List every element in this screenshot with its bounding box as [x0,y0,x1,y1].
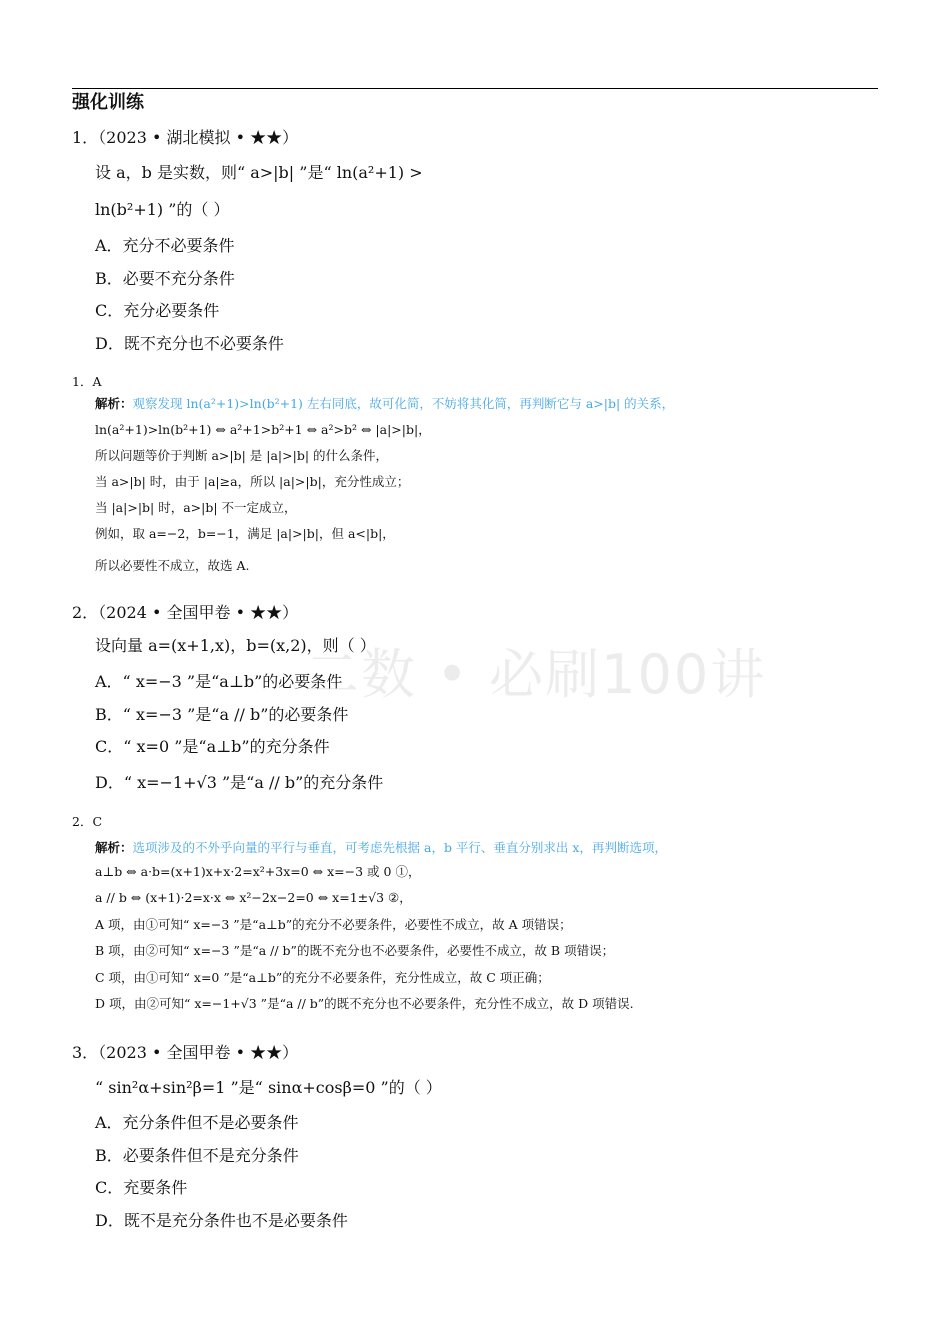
q1-step-3: 当 a>|b| 时，由于 |a|≥a，所以 |a|>|b|，充分性成立； [95,474,410,489]
q1-step-1: ln(a²+1)>ln(b²+1) ⇔ a²+1>b²+1 ⇔ a²>b² ⇔ |a|>|b|， [95,422,431,437]
q3-option-a: A．充分条件但不是必要条件 [95,1113,299,1132]
section-title: 强化训练 [72,92,144,113]
q1-hint: 观察发现 ln(a²+1)>ln(b²+1) 左右同底，故可化简，不妨将其化简，再判断它与 a>|b| 的关系， [132,396,675,411]
q1-step-5: 例如，取 a=−2，b=−1，满足 |a|>|b|，但 a<|b|， [95,526,395,541]
q1-stem-line2: ln(b²+1) ”的（ ） [95,200,230,219]
q1-step-4: 当 |a|>|b| 时，a>|b| 不一定成立， [95,500,297,515]
q3-option-d: D．既不是充分条件也不是必要条件 [95,1211,348,1230]
q2-answer: 2．C [72,814,103,829]
q2-header: 2．（2024 • 全国甲卷 • ★★） [72,603,299,622]
q2-option-b: B．“ x=−3 ”是“a // b”的必要条件 [95,705,349,724]
q1-step-2: 所以问题等价于判断 a>|b| 是 |a|>|b| 的什么条件， [95,448,389,463]
q2-step-3: A 项，由①可知“ x=−3 ”是“a⊥b”的充分不必要条件，必要性不成立，故 A 项错误； [95,917,572,932]
q3-header: 3．（2023 • 全国甲卷 • ★★） [72,1043,299,1062]
q1-step-6: 所以必要性不成立，故选 A. [95,558,250,573]
q1-solution-label: 解析： [95,396,133,411]
q2-step-4: B 项，由②可知“ x=−3 ”是“a // b”的既不充分也不必要条件，必要性不成立，故 B 项错误； [95,943,615,958]
q2-hint-line [95,840,667,855]
q1-answer: 1．A [72,374,102,389]
q2-step-5: C 项，由①可知“ x=0 ”是“a⊥b”的充分不必要条件，充分性成立，故 C 项正确； [95,970,550,985]
q2-step-1: a⊥b ⇔ a·b=(x+1)x+x·2=x²+3x=0 ⇔ x=−3 或 0 ①， [95,864,421,879]
q2-option-a: A．“ x=−3 ”是“a⊥b”的必要条件 [95,672,343,691]
q2-step-2: a // b ⇔ (x+1)·2=x·x ⇔ x²−2x−2=0 ⇔ x=1±√3 ②， [95,890,412,905]
top-rule [72,88,878,89]
q3-option-c: C．充要条件 [95,1178,188,1197]
q2-solution-label: 解析： [95,840,133,855]
q1-option-a: A．充分不必要条件 [95,236,235,255]
q1-option-d: D．既不充分也不必要条件 [95,334,284,353]
q1-header: 1．（2023 • 湖北模拟 • ★★） [72,128,299,147]
q1-option-c: C．充分必要条件 [95,301,220,320]
q3-stem: “ sin²α+sin²β=1 ”是“ sinα+cosβ=0 ”的（ ） [95,1078,442,1097]
watermark: 二数 • 必刷100讲 [305,643,767,706]
q1-hint-line [95,396,674,411]
q3-option-b: B．必要条件但不是充分条件 [95,1146,299,1165]
q1-stem-line1: 设 a，b 是实数，则“ a>|b| ”是“ ln(a²+1) > [95,163,423,182]
q2-stem: 设向量 a=(x+1,x)，b=(x,2)，则（ ） [95,636,376,655]
q2-step-6: D 项，由②可知“ x=−1+√3 ”是“a // b”的既不充分也不必要条件，充分性不成立，故 D 项错误. [95,996,634,1011]
q2-option-d: D．“ x=−1+√3 ”是“a // b”的充分条件 [95,773,384,792]
q2-hint: 选项涉及的不外乎向量的平行与垂直，可考虑先根据 a，b 平行、垂直分别求出 x，再判断选项， [132,840,667,855]
q2-option-c: C．“ x=0 ”是“a⊥b”的充分条件 [95,737,330,756]
q1-option-b: B．必要不充分条件 [95,269,235,288]
